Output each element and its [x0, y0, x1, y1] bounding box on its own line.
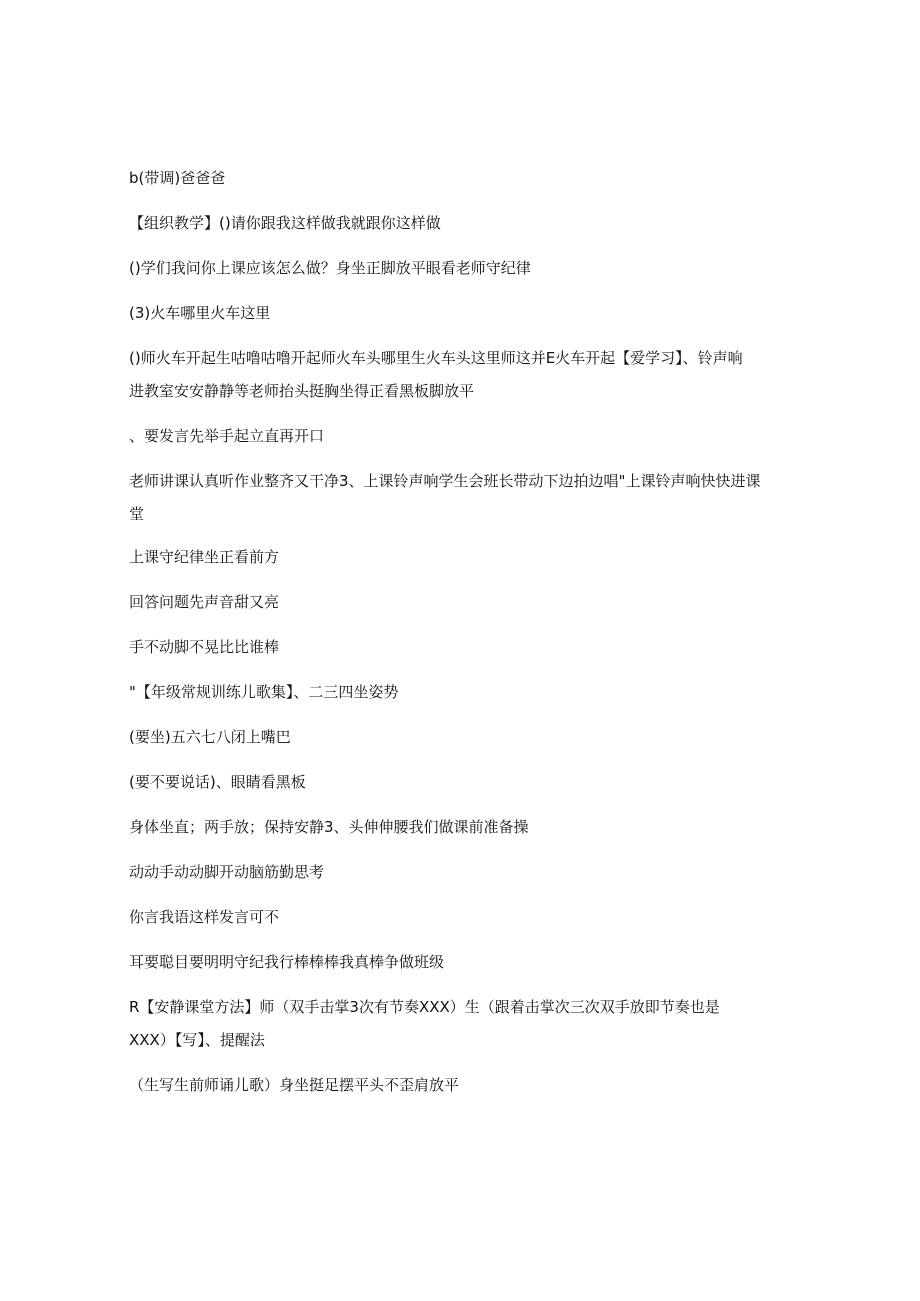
text-line: 老师讲课认真听作业整齐又干净3、上课铃声响学生会班长带动下边拍边唱"上课铃声响快快进课	[129, 472, 761, 490]
text-line: 进教室安安静静等老师抬头挺胸坐得正看黑板脚放平	[129, 382, 475, 400]
text-line: 耳要聪目要明明守纪我行棒棒棒我真棒争做班级	[129, 953, 445, 971]
text-line: ()师火车开起生咕噜咕噜开起师火车头哪里生火车头这里师这并E火车开起【爱学习】、铃声响	[129, 349, 743, 367]
text-line: XXX）【写】、提醒法	[129, 1031, 265, 1049]
text-line: 上课守纪律坐正看前方	[129, 548, 280, 566]
text-line: (3)火车哪里火车这里	[129, 304, 271, 322]
text-line: 、要发言先举手起立直再开口	[129, 427, 325, 445]
text-line: "【年级常规训练儿歌集】、二三四坐姿势	[129, 683, 399, 701]
text-line: (要坐)五六七八闭上嘴巴	[129, 728, 291, 746]
text-line: ()学们我问你上课应该怎么做？身坐正脚放平眼看老师守纪律	[129, 259, 531, 277]
text-line: 【组织教学】()请你跟我这样做我就跟你这样做	[129, 214, 441, 232]
text-line: 回答问题先声音甜又亮	[129, 593, 280, 611]
text-line: R【安静课堂方法】师（双手击掌3次有节奏XXX）生（跟着击掌次三次双手放即节奏也是	[129, 998, 720, 1016]
text-line: b(带调)爸爸爸	[129, 169, 226, 187]
text-line: (要不要说话)、眼睛看黑板	[129, 773, 306, 791]
text-line: 身体坐直；两手放；保持安静3、头伸伸腰我们做课前准备操	[129, 818, 529, 836]
text-line: 动动手动动脚开动脑筋勤思考	[129, 863, 325, 881]
text-line: 堂	[129, 505, 145, 523]
text-line: （生写生前师诵儿歌）身坐挺足摆平头不歪肩放平	[129, 1076, 460, 1094]
text-line: 你言我语这样发言可不	[129, 908, 280, 926]
text-line: 手不动脚不晃比比谁棒	[129, 638, 280, 656]
